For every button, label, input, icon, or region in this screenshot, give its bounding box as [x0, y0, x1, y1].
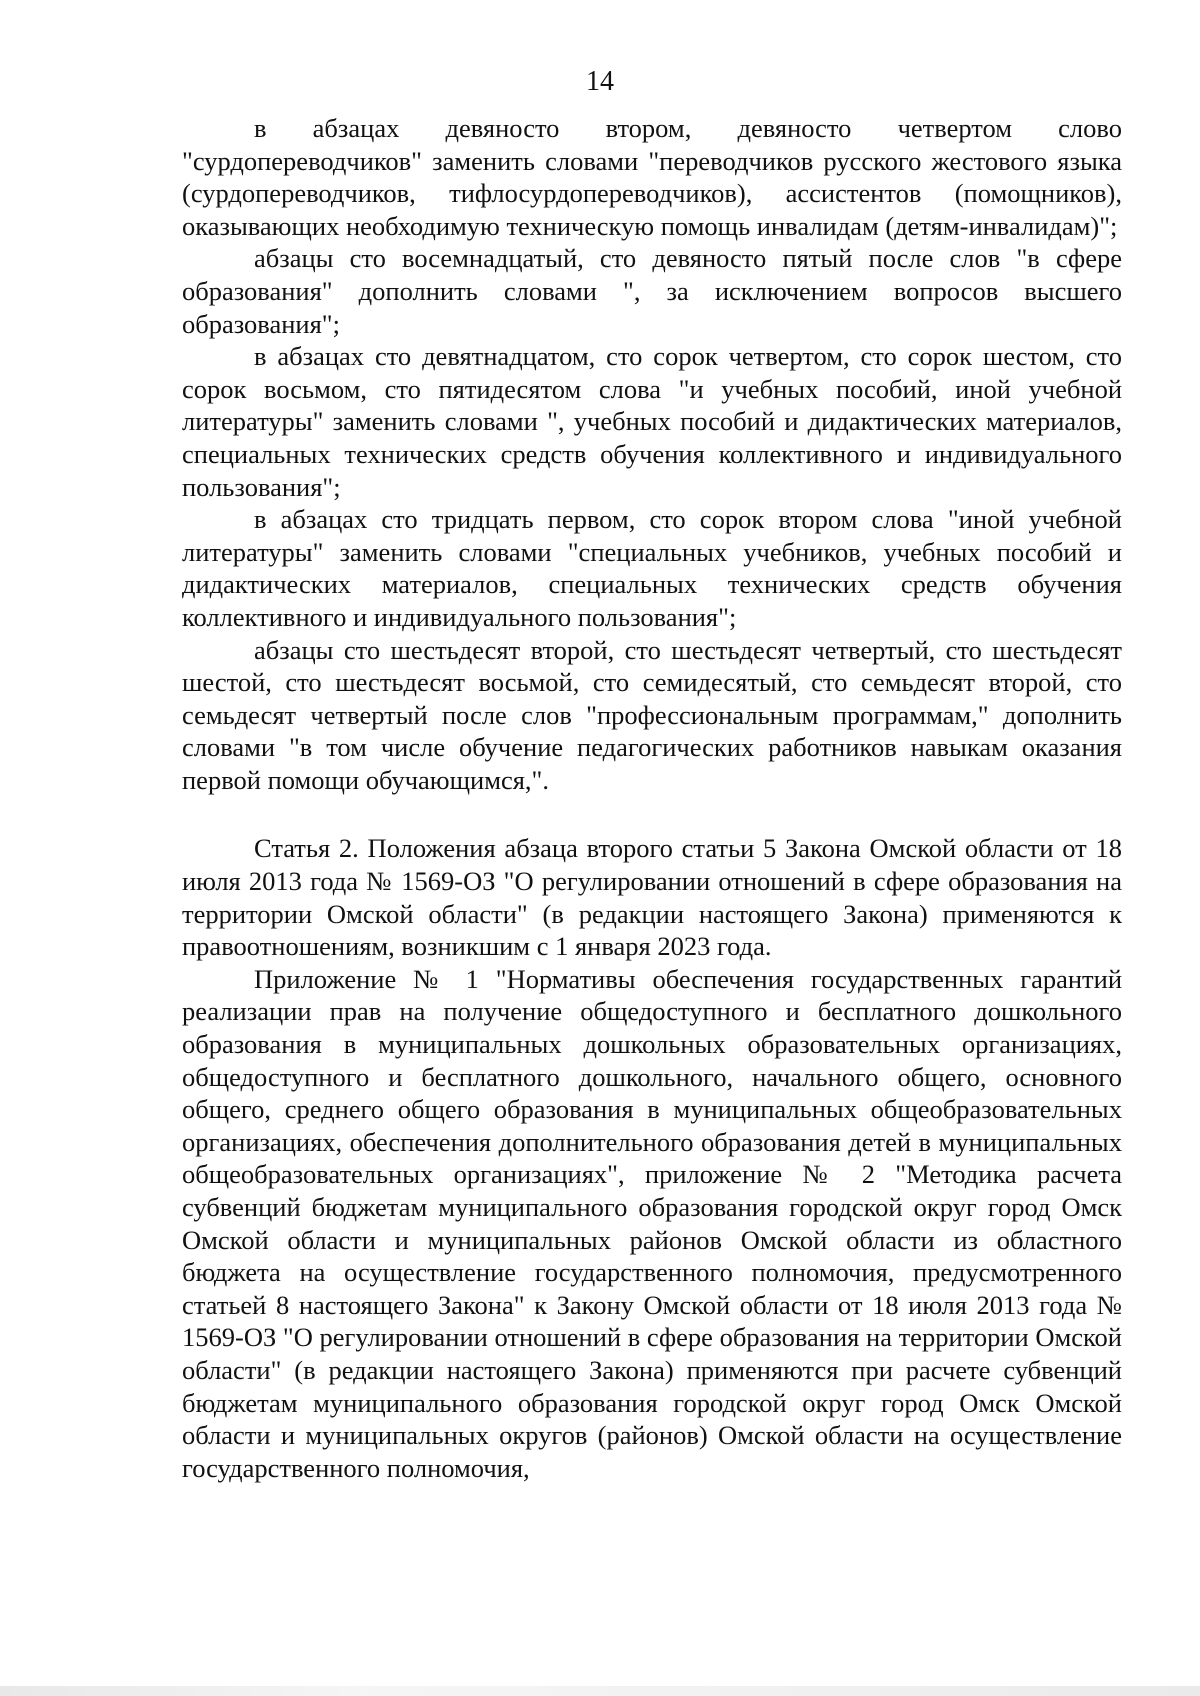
paragraph-gap	[182, 796, 1122, 832]
paragraph-amendment-162-174: абзацы сто шестьдесят второй, сто шестьдесят четвертый, сто шестьдесят шестой, сто шестьдесят восьмой, сто семидесятый, сто семьдесят второй, сто семьдесят четвертый после слов "профессиональным программам," дополнить словами "в том числе обучение педагогических работников навыкам оказания первой помощи обучающимся,".	[182, 634, 1122, 795]
page-number: 14	[586, 66, 614, 97]
paragraph-amendment-131-142: в абзацах сто тридцать первом, сто сорок втором слова "иной учебной литературы" заменить словами "специальных учебников, учебных пособий и дидактических материалов, специальных технических средств обучения коллективного и индивидуального пользования";	[182, 504, 1122, 632]
paragraph-amendment-119-150: в абзацах сто девятнадцатом, сто сорок четвертом, сто сорок шестом, сто сорок восьмом, сто пятидесятом слова "и учебных пособий, иной учебной литературы" заменить словами ", учебных пособий и дидактических материалов, специальных технических средств обучения коллективного и индивидуального пользования";	[182, 341, 1122, 502]
paragraph-amendment-118-195: абзацы сто восемнадцатый, сто девяносто пятый после слов "в сфере образования" дополнить словами ", за исключением вопросов высшего образования";	[182, 243, 1122, 339]
paragraph-amendment-92-94: в абзацах девяносто втором, девяносто четвертом слово "сурдопереводчиков" заменить словами "переводчиков русского жестового языка (сурдопереводчиков, тифлосурдопереводчиков), ассистентов (помощников), оказывающих необходимую техническую помощь инвалидам (детям-инвалидам)";	[182, 113, 1122, 241]
paragraph-appendix-clause: Приложение № 1 "Нормативы обеспечения государственных гарантий реализации прав на получение общедоступного и бесплатного дошкольного образования в муниципальных дошкольных образовательных организациях, общедоступного и бесплатного дошкольного, начального общего, основного общего, среднего общего образования в муниципальных общеобразовательных организациях, обеспечения дополнительного образования детей в муниципальных общеобразовательных организациях", приложение № 2 "Методика расчета субвенций бюджетам муниципального образования городской округ город Омск Омской области и муниципальных районов Омской области из областного бюджета на осуществление государственного полномочия, предусмотренного статьей 8 настоящего Закона" к Закону Омской области от 18 июля 2013 года № 1569-ОЗ "О регулировании отношений в сфере образования на территории Омской области" (в редакции настоящего Закона) применяются при расчете субвенций бюджетам муниципального образования городской округ город Омск Омской области и муниципальных округов (районов) Омской области на осуществление государственного полномочия,	[182, 963, 1122, 1483]
paragraph-article-2: Статья 2. Положения абзаца второго статьи 5 Закона Омской области от 18 июля 2013 года № 1569-ОЗ "О регулировании отношений в сфере образования на территории Омской области" (в редакции настоящего Закона) применяются к правоотношениям, возникшим с 1 января 2023 года.	[182, 833, 1122, 962]
scan-edge	[0, 1686, 1200, 1696]
document-body	[182, 112, 1122, 1484]
